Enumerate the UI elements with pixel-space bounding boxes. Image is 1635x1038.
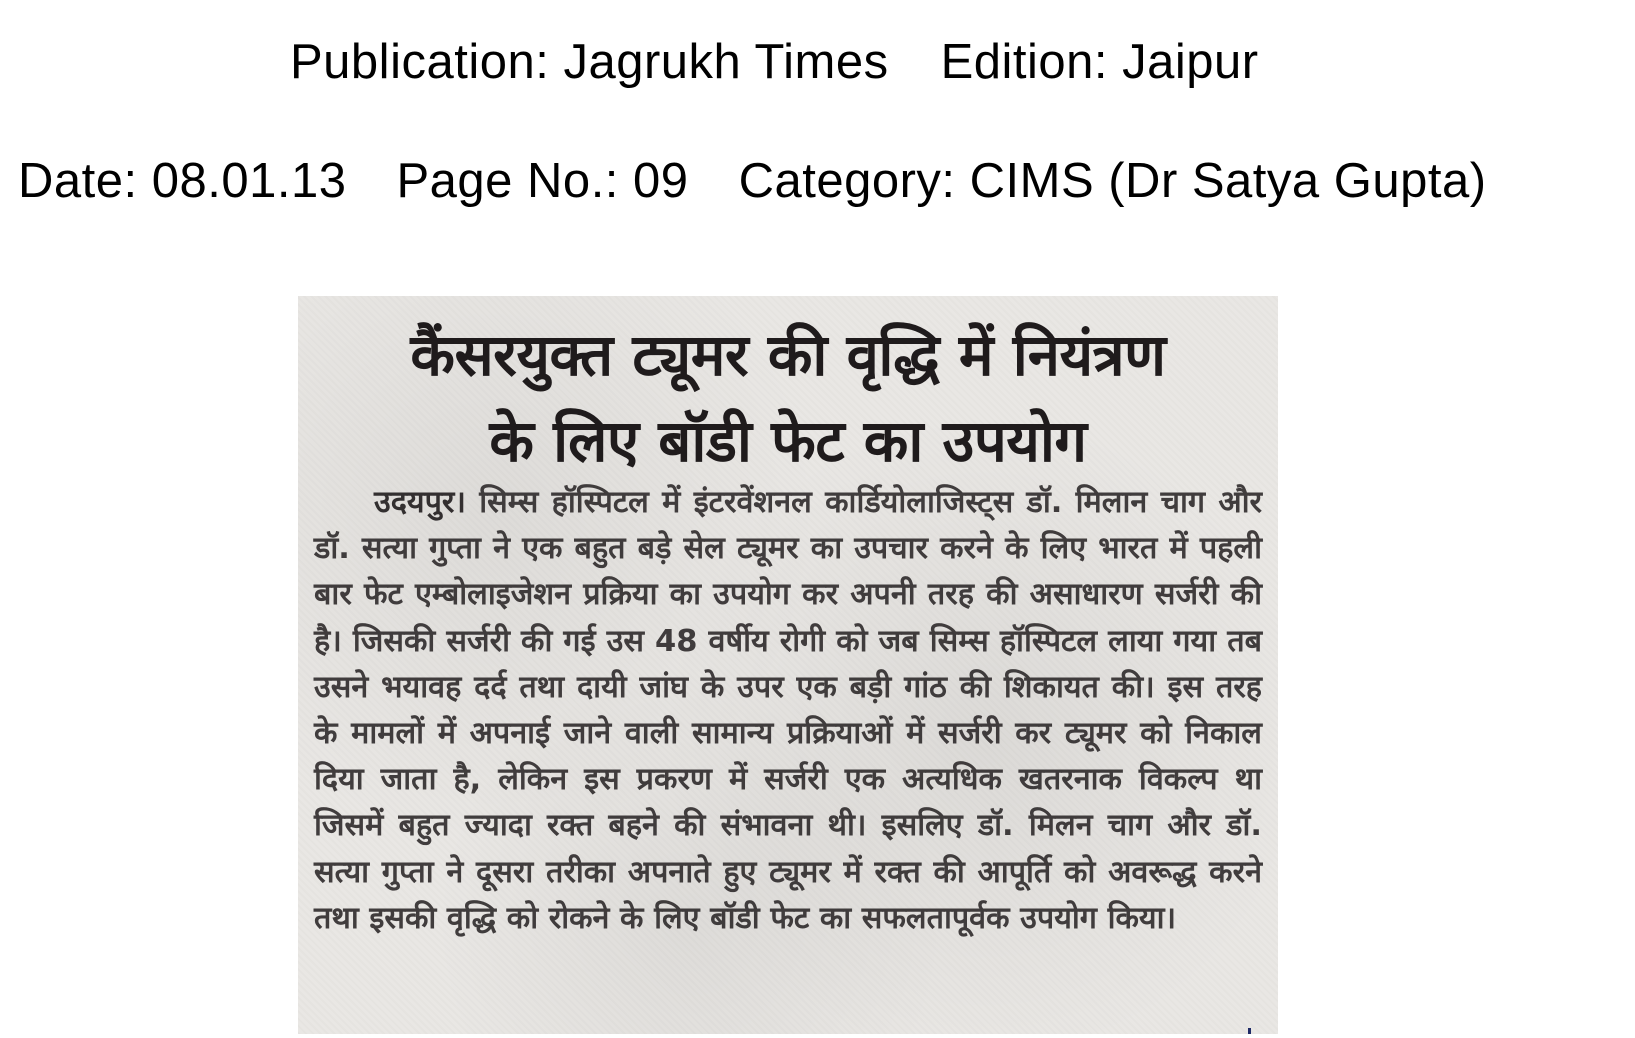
newspaper-clipping [298, 296, 1278, 1034]
category-value: CIMS (Dr Satya Gupta) [969, 154, 1487, 208]
date-label: Date: [18, 154, 138, 208]
publication-value: Jagrukh Times [563, 35, 889, 89]
edition-value: Jaipur [1122, 35, 1259, 89]
date-value: 08.01.13 [151, 154, 347, 208]
publication-label: Publication: [290, 35, 550, 89]
page-value: 09 [633, 154, 689, 208]
article-text: सिम्स हॉस्पिटल में इंटरवेंशनल कार्डियोलाजिस्ट्स डॉ. मिलान चाग और डॉ. सत्या गुप्ता ने एक बहुत बड़े सेल ट्यूमर का उपचार करने के लिए भारत में पहली बार फेट एम्बोलाइजेशन प्रक्रिया का उपयोग कर अपनी तरह की असाधारण सर्जरी की है। जिसकी सर्जरी की गई उस 48 वर्षीय रोगी को जब सिम्स हॉस्पिटल लाया गया तब उसने भयावह दर्द तथा दायी जांघ के उपर एक बड़ी गांठ की शिकायत की। इस तरह के मामलों में अपनाई जाने वाली सामान्य प्रक्रियाओं में सर्जरी कर ट्यूमर को निकाल दिया जाता है, लेकिन इस प्रकरण में सर्जरी एक अत्यधिक खतरनाक विकल्प था जिसमें बहुत ज्यादा रक्त बहने की संभावना थी। इसलिए डॉ. मिलन चाग और डॉ. सत्या गुप्ता ने दूसरा तरीका अपनाते हुए ट्यूमर में रक्त की आपूर्ति को अवरूद्ध करने तथा इसकी वृद्धि को रोकने के लिए बॉडी फेट का सफलतापूर्वक उपयोग किया। [314, 485, 1263, 936]
article-body [314, 480, 1262, 942]
page-label: Page No.: [396, 154, 619, 208]
edition-label: Edition: [940, 35, 1109, 89]
pen-mark [1248, 1028, 1251, 1034]
category-label: Category: [738, 154, 956, 208]
article-dateline: उदयपुर। [374, 485, 466, 520]
article-headline [298, 312, 1278, 484]
headline-line-2: के लिए बॉडी फेट का उपयोग [489, 407, 1087, 475]
headline-line-1: कैंसरयुक्त ट्यूमर की वृद्धि में नियंत्रण [410, 321, 1166, 389]
date-page-category-line [18, 154, 1487, 208]
publication-edition-line [290, 35, 1259, 89]
